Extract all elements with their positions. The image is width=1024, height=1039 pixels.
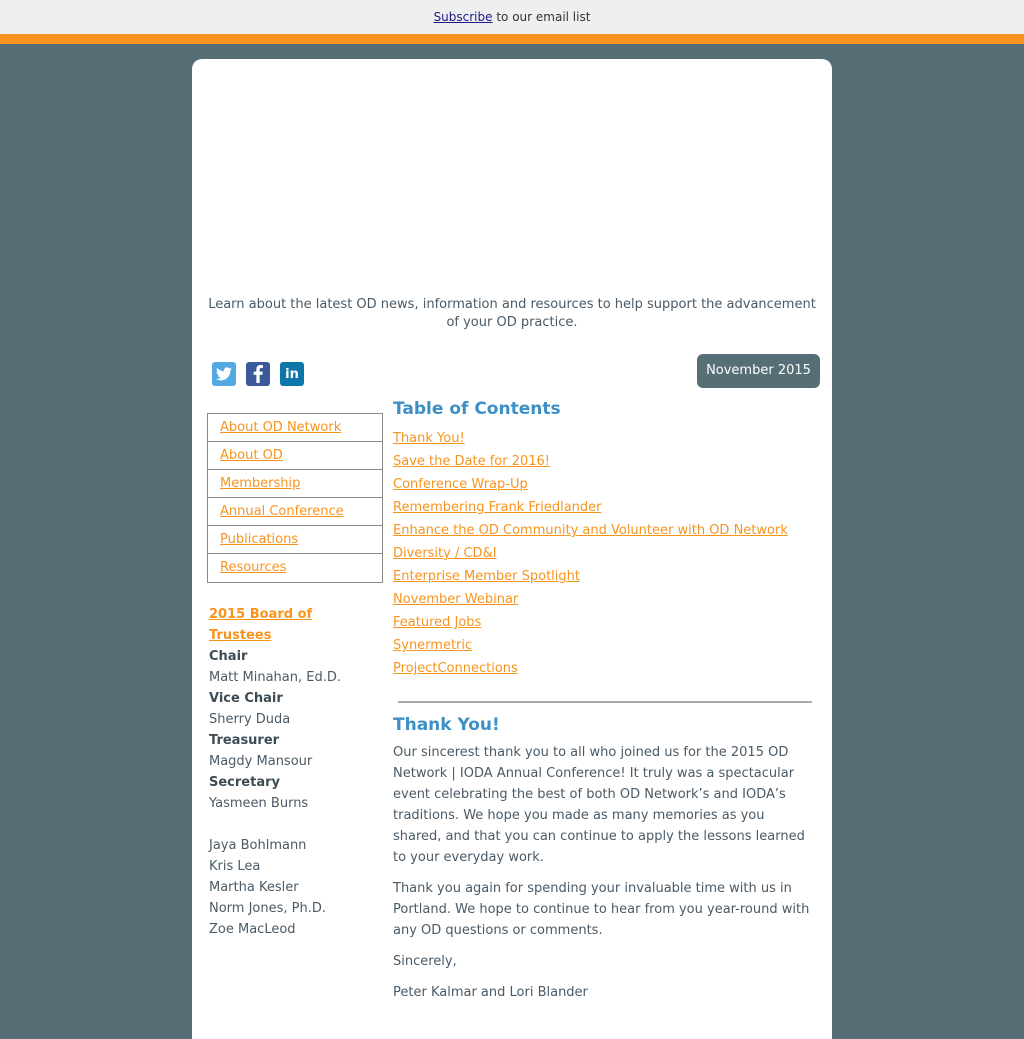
trustee-name: Kris Lea: [209, 859, 261, 874]
officer-role: Vice Chair: [209, 691, 283, 706]
table-of-contents: [393, 397, 813, 680]
article-paragraph: Sincerely,: [393, 954, 457, 969]
nav-link[interactable]: Resources: [220, 560, 287, 575]
officer-name: Yasmeen Burns: [209, 796, 309, 811]
nav-link[interactable]: About OD Network: [220, 420, 342, 435]
twitter-icon[interactable]: [212, 362, 236, 386]
subscribe-suffix: to our email list: [492, 10, 591, 24]
board-of-trustees: [209, 604, 379, 940]
toc-item: [393, 611, 813, 634]
facebook-icon[interactable]: [246, 362, 270, 386]
nav-link[interactable]: Membership: [220, 476, 301, 491]
nav-link[interactable]: Publications: [220, 532, 299, 547]
toc-link[interactable]: Enhance the OD Community and Volunteer with OD Network: [393, 523, 788, 538]
board-title-link[interactable]: 2015 Board of Trustees: [209, 607, 313, 643]
subscribe-link[interactable]: Subscribe: [433, 10, 493, 24]
toc-item: [393, 565, 813, 588]
trustee-name: Jaya Bohlmann: [209, 838, 307, 853]
nav-item-about-od-network: [208, 414, 382, 442]
subscribe-bar: [0, 0, 1024, 34]
toc-heading: Table of Contents: [393, 399, 561, 419]
toc-item: [393, 496, 813, 519]
toc-item: [393, 634, 813, 657]
toc-item: [393, 519, 813, 542]
article-paragraph: Thank you again for spending your invaluable time with us in Portland. We hope to continue to hear from you year-round with any OD questions or comments.: [393, 881, 810, 938]
tagline: Learn about the latest OD news, information and resources to help support the advancement of your OD practice.: [208, 297, 816, 330]
toc-item: [393, 588, 813, 611]
officer-role: Chair: [209, 649, 248, 664]
nav-link[interactable]: Annual Conference: [220, 504, 344, 519]
toc-item: [393, 657, 813, 680]
sidebar-nav: [207, 413, 383, 583]
linkedin-icon[interactable]: [280, 362, 304, 386]
article-signature: Peter Kalmar and Lori Blander: [393, 985, 588, 1000]
header-banner: [192, 59, 832, 289]
trustee-name: Martha Kesler: [209, 880, 299, 895]
trustee-name: Zoe MacLeod: [209, 922, 296, 937]
officer-name: Magdy Mansour: [209, 754, 313, 769]
nav-item-publications: [208, 526, 382, 554]
board-title: [209, 604, 379, 643]
toc-link[interactable]: Thank You!: [393, 431, 465, 446]
toc-link[interactable]: ProjectConnections: [393, 661, 518, 676]
section-divider: [398, 701, 812, 703]
nav-item-membership: [208, 470, 382, 498]
newsletter-card: [192, 59, 832, 1039]
issue-date-badge: November 2015: [697, 354, 820, 388]
toc-link[interactable]: Save the Date for 2016!: [393, 454, 551, 469]
toc-item: [393, 427, 813, 450]
nav-item-resources: [208, 554, 382, 582]
toc-link[interactable]: Remembering Frank Friedlander: [393, 500, 602, 515]
officer-role: Secretary: [209, 775, 280, 790]
trustee-name: Norm Jones, Ph.D.: [209, 901, 327, 916]
toc-link[interactable]: November Webinar: [393, 592, 519, 607]
spacer: [209, 814, 379, 835]
officer-name: Matt Minahan, Ed.D.: [209, 670, 341, 685]
officer-name: Sherry Duda: [209, 712, 291, 727]
nav-item-about-od: [208, 442, 382, 470]
toc-link[interactable]: Featured Jobs: [393, 615, 482, 630]
officer-role: Treasurer: [209, 733, 280, 748]
nav-link[interactable]: About OD: [220, 448, 283, 463]
toc-link[interactable]: Enterprise Member Spotlight: [393, 569, 580, 584]
article-title: Thank You!: [393, 715, 500, 735]
toc-link[interactable]: Diversity / CD&I: [393, 546, 497, 561]
toc-item: [393, 473, 813, 496]
toc-link[interactable]: Conference Wrap-Up: [393, 477, 528, 492]
toc-item: [393, 450, 813, 473]
thank-you-article: [393, 713, 813, 1013]
article-paragraph: Our sincerest thank you to all who joined us for the 2015 OD Network | IODA Annual Conference! It truly was a spectacular event celebrating the best of both OD Network’s and IODA’s traditions. We hope you made as many memories as you shared, and that you can continue to apply the lessons learned to your everyday work.: [393, 745, 805, 865]
toc-link[interactable]: Synermetric: [393, 638, 473, 653]
header-accent-bar: [0, 34, 1024, 44]
linkedin-glyph: in: [285, 366, 299, 382]
toc-item: [393, 542, 813, 565]
nav-item-annual-conference: [208, 498, 382, 526]
